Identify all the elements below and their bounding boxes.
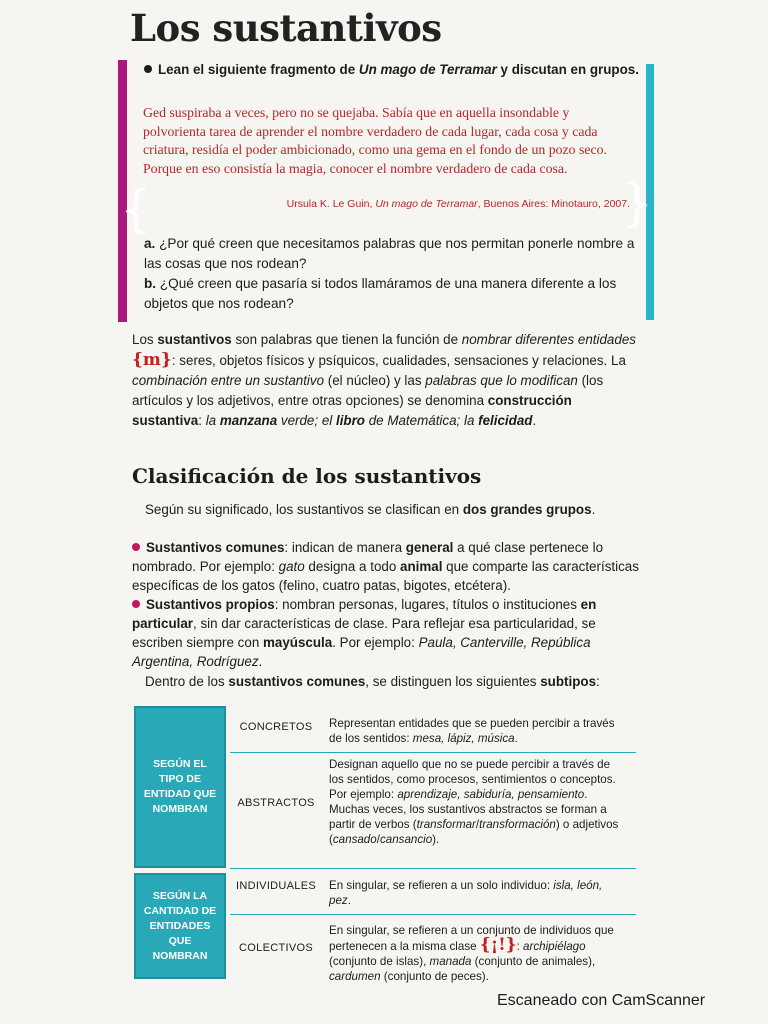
text-run: Sustantivos comunes bbox=[146, 540, 285, 555]
text-run: (el núcleo) y las bbox=[324, 373, 426, 388]
text-run: : seres, objetos físicos y psíquicos, cualidades, sensaciones y relaciones. La bbox=[171, 353, 626, 368]
text-run: En singular, se refieren a un conjunto de individuos que pertenecen a la misma clase bbox=[329, 924, 614, 953]
text-run: general bbox=[405, 540, 454, 555]
text-run: Ursula K. Le Guin, bbox=[286, 198, 376, 210]
text-run: aprendizaje, sabiduría, pensamiento bbox=[397, 788, 585, 801]
text-run: , sin dar características de clase. Para reflejar esa particularidad, se escriben siempre con bbox=[132, 616, 596, 650]
text-run: (conjunto de animales), bbox=[471, 955, 596, 968]
text-run: sustantivos comunes bbox=[228, 674, 366, 689]
text-run: . bbox=[514, 732, 518, 745]
text-run: designa a todo bbox=[304, 559, 401, 574]
definition-abstractos bbox=[329, 757, 619, 847]
text-run: subtipos bbox=[540, 674, 597, 689]
text-run: felicidad bbox=[478, 413, 533, 428]
text-run: Un mago de Terramar bbox=[375, 198, 478, 210]
text-run: construcción sustantiva bbox=[132, 393, 572, 428]
margin-mark: {¡!} bbox=[479, 935, 517, 955]
text-run: . bbox=[532, 413, 537, 428]
row-divider bbox=[230, 914, 636, 915]
bullet-icon bbox=[132, 600, 140, 608]
text-run: : indican de manera bbox=[284, 540, 406, 555]
text-run: dos grandes grupos bbox=[462, 502, 592, 517]
definition-individuales bbox=[329, 878, 619, 908]
text-run: y discutan en grupos. bbox=[496, 62, 639, 77]
text-run: son palabras que tienen la función de bbox=[231, 332, 462, 347]
text-run: cansancio bbox=[379, 833, 433, 846]
literary-quote: Ged suspiraba a veces, pero no se quejaba. Sabía que en aquella insondable y polvorienta tarea de aprender el nombre verdadero de cada lugar, cada cosa y cada criatura, residía el poder ambicionado, como una gema en el fondo de un pozo seco. Porque en eso consistía la magia, conocer el nombre verdadero de cada cosa. bbox=[143, 105, 607, 176]
instruction-text bbox=[158, 62, 639, 77]
list-item bbox=[132, 538, 644, 595]
text-run: combinación entre un sustantivo bbox=[132, 373, 325, 388]
text-run: Según su significado, los sustantivos se clasifican en bbox=[145, 502, 463, 517]
definition-concretos bbox=[329, 716, 619, 746]
text-run: la bbox=[205, 413, 220, 428]
subtype-individuales: INDIVIDUALES bbox=[235, 880, 316, 892]
text-run: cardumen bbox=[329, 970, 381, 983]
text-run: : nombran personas, lugares, títulos o instituciones bbox=[274, 597, 581, 612]
common-nouns-text bbox=[132, 540, 639, 593]
question-letter: b. bbox=[144, 276, 157, 291]
proper-nouns-text bbox=[132, 597, 596, 669]
text-run: archipiélago bbox=[523, 940, 586, 953]
text-run: . bbox=[591, 502, 596, 517]
text-run: sustantivos bbox=[157, 332, 232, 347]
activity-questions bbox=[144, 234, 640, 314]
question-text: ¿Por qué creen que necesitamos palabras que nos permitan ponerle nombre a las cosas que nos rodean? bbox=[144, 236, 635, 271]
question-text: ¿Qué creen que pasaría si todos llamáramos de una manera diferente a los objetos que nos rodean? bbox=[144, 276, 617, 311]
text-run: gato bbox=[278, 559, 305, 574]
text-run: cansado bbox=[332, 833, 377, 846]
definition-colectivos bbox=[329, 923, 619, 984]
text-run: Designan aquello que no se puede percibir a través de los sentidos, como procesos, sentimientos o conceptos. Por ejemplo: bbox=[329, 758, 616, 801]
text-run: animal bbox=[400, 559, 443, 574]
question-a bbox=[144, 234, 640, 274]
text-run: . bbox=[258, 654, 263, 669]
text-run: (conjunto de islas), bbox=[329, 955, 430, 968]
row-divider bbox=[230, 868, 636, 869]
margin-mark: {m} bbox=[132, 350, 172, 370]
quote-citation bbox=[144, 198, 630, 210]
text-run: mayúscula bbox=[263, 635, 333, 650]
text-run: palabras que lo modifican bbox=[425, 373, 578, 388]
text-run: (conjunto de peces). bbox=[380, 970, 489, 983]
text-run: / bbox=[475, 818, 480, 831]
question-b bbox=[144, 274, 640, 314]
list-item bbox=[132, 595, 644, 671]
text-run: . Por ejemplo: bbox=[332, 635, 419, 650]
text-run: : bbox=[596, 674, 600, 689]
reading-activity-box bbox=[118, 56, 654, 322]
section-intro bbox=[145, 502, 645, 517]
text-run: a qué clase pertenece lo nombrado. Por ejemplo: bbox=[132, 540, 604, 574]
scanner-watermark: Escaneado con CamScanner bbox=[497, 992, 706, 1009]
text-run: Representan entidades que se pueden percibir a través de los sentidos: bbox=[329, 717, 615, 745]
text-run: nombrar diferentes entidades bbox=[461, 332, 636, 347]
category-entity-quantity: SEGÚN LA CANTIDAD DE ENTIDADES QUE NOMBRAN bbox=[134, 873, 226, 979]
bullet-icon bbox=[144, 65, 152, 73]
page-title: Los sustantivos bbox=[130, 6, 442, 50]
text-run: Un mago de Terramar bbox=[358, 62, 497, 77]
text-run: / bbox=[376, 833, 380, 846]
text-run: mesa, lápiz, música bbox=[412, 732, 515, 745]
section-title: Clasificación de los sustantivos bbox=[132, 464, 482, 488]
text-run: : bbox=[198, 413, 206, 428]
bullet-icon bbox=[132, 543, 140, 551]
text-run: (los artículos y los adjetivos, entre otras opciones) se denomina bbox=[132, 373, 604, 408]
text-run: transformar bbox=[416, 818, 476, 831]
category-entity-type: SEGÚN EL TIPO DE ENTIDAD QUE NOMBRAN bbox=[134, 706, 226, 868]
text-run: de Matemática; la bbox=[364, 413, 479, 428]
question-letter: a. bbox=[144, 236, 156, 251]
text-run: transformación bbox=[479, 818, 556, 831]
subtypes-intro bbox=[145, 674, 645, 689]
text-run: Sustantivos propios bbox=[146, 597, 275, 612]
text-run: , Buenos Aires: Minotauro, 2007. bbox=[477, 198, 630, 210]
text-run: Paula, Canterville, República Argentina, Rodríguez bbox=[132, 635, 591, 669]
definition-paragraph bbox=[132, 330, 642, 431]
text-run: libro bbox=[335, 413, 365, 428]
text-run: Dentro de los bbox=[145, 674, 229, 689]
subtype-abstractos: ABSTRACTOS bbox=[237, 797, 315, 809]
text-run: ). bbox=[432, 833, 440, 846]
brace-right-icon: } bbox=[621, 174, 653, 232]
text-run: manzana bbox=[219, 413, 278, 428]
text-run: Lean el siguiente fragmento de bbox=[158, 62, 359, 77]
subtype-concretos: CONCRETOS bbox=[239, 721, 313, 733]
noun-types-list bbox=[132, 538, 644, 671]
text-run: isla, león, pez bbox=[329, 879, 603, 907]
activity-instruction bbox=[144, 62, 644, 77]
text-run: , se distinguen los siguientes bbox=[365, 674, 541, 689]
text-run: En singular, se refieren a un solo individuo: bbox=[329, 879, 554, 892]
text-run: . Muchas veces, los sustantivos abstractos se forman a partir de verbos ( bbox=[329, 788, 607, 831]
row-divider bbox=[230, 752, 636, 753]
subtype-colectivos: COLECTIVOS bbox=[239, 942, 313, 954]
text-run: . bbox=[347, 894, 351, 907]
text-run: que comparte las características específicas de los gatos (felino, cuatro patas, bigotes, etcétera). bbox=[132, 559, 639, 593]
text-run: ) o adjetivos ( bbox=[329, 818, 619, 846]
text-run: Los bbox=[132, 332, 158, 347]
text-run: verde; el bbox=[277, 413, 336, 428]
text-run: manada bbox=[429, 955, 472, 968]
text-run: en particular bbox=[132, 597, 597, 631]
text-run: : bbox=[516, 940, 524, 953]
brace-left-icon: { bbox=[120, 180, 152, 238]
